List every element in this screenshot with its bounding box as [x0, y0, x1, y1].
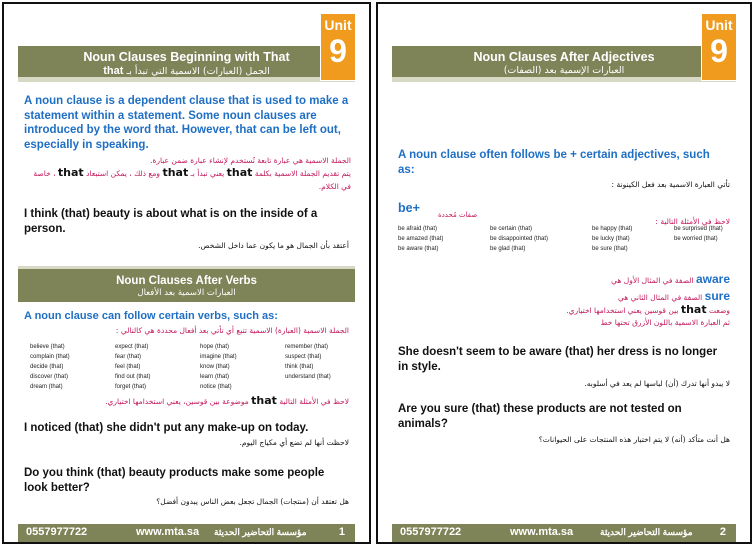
page2-line1-ar: الصفة في المثال الأول هي	[611, 276, 694, 285]
page2-be-plus-ar: صفات مُحددة	[438, 211, 478, 219]
page1-section2-title: Noun Clauses After Verbs	[116, 275, 257, 287]
page1-intro-ar-2c: ومع ذلك ، يمكن استبعاد	[86, 169, 161, 178]
adjective-item: be lucky (that)	[592, 236, 630, 242]
page2-header	[392, 46, 736, 82]
page1-header	[18, 46, 355, 82]
page2-adjective-grid	[398, 224, 728, 254]
verb-item: understand (that)	[285, 374, 331, 380]
page1-intro-ar-2	[24, 166, 351, 193]
adjective-item: be certain (that)	[490, 226, 533, 232]
verb-item: remember (that)	[285, 344, 329, 350]
verb-item: feel (that)	[115, 364, 141, 370]
page2-note-ar: لاحظ في الأمثلة التالية :	[655, 217, 730, 226]
page1-footer-ar: مؤسسة التحاضير الحديثة	[214, 527, 307, 537]
page1-intro: A noun clause is a dependent clause that is used to make a statement within a statement. Some noun clauses are introduced by the word that. However, that can be left out, especially in speaking.	[24, 95, 349, 151]
verb-item: complain (that)	[30, 354, 70, 360]
adjective-item: be happy (that)	[592, 226, 633, 232]
page2-line3-post: بين قوسين يعني استخدامها اختياري.	[566, 306, 679, 315]
adjective-item	[674, 244, 742, 254]
adjective-item: be disappointed (that)	[490, 236, 549, 242]
page2-footer-page: 2	[719, 526, 726, 538]
page1-example-3: Do you think (that) beauty products make some people look better?	[24, 467, 325, 494]
page1-example: I think (that) beauty is about what is on the inside of a person.	[24, 208, 318, 235]
page2-example-1-ar: لا يبدو أنها تدرك (أن) لباسها لم يعد في أسلوبه.	[584, 379, 730, 388]
page2-footer	[392, 524, 736, 542]
page1-note	[24, 394, 349, 407]
page2-line1-word: aware	[695, 272, 730, 286]
page1-footer-site: www.mta.sa	[136, 526, 200, 538]
verb-item: imagine (that)	[200, 354, 237, 360]
page2-footer-ar: مؤسسة التحاضير الحديثة	[600, 527, 693, 537]
page1-intro-that-3: that	[57, 166, 84, 179]
page2-line3-pre: وضعت	[709, 306, 730, 315]
page2-footer-phone: 0557977722	[400, 526, 462, 538]
adjective-item: be amazed (that)	[398, 236, 444, 242]
adjective-item: be aware (that)	[398, 246, 439, 252]
verb-item: suspect (that)	[285, 354, 322, 360]
page2-line2-ar: الصفة في المثال الثاني هي	[618, 293, 703, 302]
page1-intro-that-2: that	[162, 166, 189, 179]
page1-intro-ar-2a: يتم تقديم الجملة الاسمية بكلمة	[254, 169, 351, 178]
page1-example-2: I noticed (that) she didn't put any make-up on today.	[24, 422, 309, 434]
adjective-item: be glad (that)	[490, 246, 526, 252]
page1-example-2-ar: لاحظت أنها لم تضع أي مكياج اليوم.	[239, 438, 349, 447]
page2-line2-word: sure	[704, 289, 730, 303]
verb-item: believe (that)	[30, 344, 65, 350]
page2-line-1	[398, 274, 730, 286]
page2-example-2-ar: هل أنت متأكد (أنه) لا يتم اختبار هذه المنتجات على الحيوانات؟	[538, 435, 730, 444]
verb-item: fear (that)	[115, 354, 142, 360]
page1-verbs-intro: A noun clause can follow certain verbs, such as:	[24, 310, 278, 322]
page-1	[2, 2, 371, 544]
verb-item: decide (that)	[30, 364, 64, 370]
page1-intro-that-1: that	[226, 166, 253, 179]
page1-unit-label: Unit	[324, 17, 352, 33]
adjective-item: be surprised (that)	[674, 226, 723, 232]
page1-intro-ar-2b: يعني تبدأ بـ	[190, 169, 225, 178]
verb-item: forget (that)	[115, 384, 147, 390]
verb-item: find out (that)	[115, 374, 151, 380]
verb-item: notice (that)	[200, 384, 232, 390]
page2-unit-badge	[702, 14, 736, 80]
page1-footer	[18, 524, 355, 542]
page1-footer-page: 1	[338, 526, 345, 538]
page1-note-that: that	[251, 394, 277, 407]
page2-line3-that: that	[680, 303, 707, 316]
page1-verbs-intro-ar: الجملة الاسمية (العبارة) الاسمية تتبع أي تأتي بعد أفعال محددة هي كالتالي :	[115, 326, 349, 335]
verb-item	[285, 382, 345, 392]
adjective-item: be worried (that)	[674, 236, 718, 242]
page1-footer-phone: 0557977722	[26, 526, 88, 538]
page1-verb-grid	[30, 342, 330, 392]
page2-header-title: Noun Clauses After Adjectives	[473, 50, 655, 64]
page1-header-subtitle	[18, 64, 355, 77]
page2-example-2: Are you sure (that) these products are not tested on animals?	[398, 403, 682, 430]
page1-intro-ar-1: الجملة الاسمية هي عبارة تابعة تُستخدم لإنشاء عبارة ضمن عبارة.	[150, 156, 351, 165]
verb-item: expect (that)	[115, 344, 149, 350]
verb-item: learn (that)	[200, 374, 230, 380]
page2-intro-ar: تأتي العبارة الاسمية بعد فعل الكينونة :	[611, 180, 730, 189]
page1-section2-ar: العبارات الاسمية بعد الأفعال	[137, 288, 236, 298]
page1-note-ar-pre: لاحظ في الأمثلة التالية	[279, 397, 349, 406]
adjective-item: be afraid (that)	[398, 226, 438, 232]
page2-footer-site: www.mta.sa	[510, 526, 574, 538]
page1-example-3-ar: هل تعتقد أن (منتجات) الجمال تجعل بعض الناس يبدون أفضل؟	[156, 497, 349, 506]
page1-intro-ar-2d: ، خاصة في الكلام.	[33, 169, 351, 191]
page2-unit-label: Unit	[705, 17, 733, 33]
page1-note-ar-post: موضوعة بين قوسين، يعني استخدامها اختياري.	[105, 397, 249, 406]
page2-line-3	[398, 303, 730, 316]
page1-unit-number: 9	[329, 33, 347, 69]
page1-example-ar: أعتقد بأن الجمال هو ما يكون عما داخل الشخص.	[198, 241, 349, 250]
page-2	[376, 2, 752, 544]
page1-header-that: that	[103, 65, 124, 77]
verb-item: discover (that)	[30, 374, 69, 380]
page1-section2-header	[18, 266, 355, 302]
page2-example-1: She doesn't seem to be aware (that) her dress is no longer in style.	[398, 346, 718, 373]
page1-header-title: Noun Clauses Beginning with That	[83, 50, 290, 64]
verb-item: know (that)	[200, 364, 230, 370]
verb-item: hope (that)	[200, 344, 230, 350]
page1-unit-badge	[321, 14, 355, 80]
page2-intro: A noun clause often follows be + certain adjectives, such as:	[398, 149, 710, 176]
verb-item: dream (that)	[30, 384, 63, 390]
page1-header-ar: الجمل (العبارات) الاسمية التي تبدأ بـ	[126, 66, 270, 77]
page2-unit-number: 9	[710, 33, 728, 69]
page2-line-4: ثم العبارة الاسمية باللون الأزرق تحتها خط	[600, 318, 730, 327]
page2-be-plus: be+	[398, 201, 420, 215]
page2-header-ar: العبارات الإسمية بعد (الصفات)	[503, 65, 625, 76]
verb-item: think (that)	[285, 364, 314, 370]
adjective-item: be sure (that)	[592, 246, 628, 252]
page2-line-2	[398, 289, 730, 303]
